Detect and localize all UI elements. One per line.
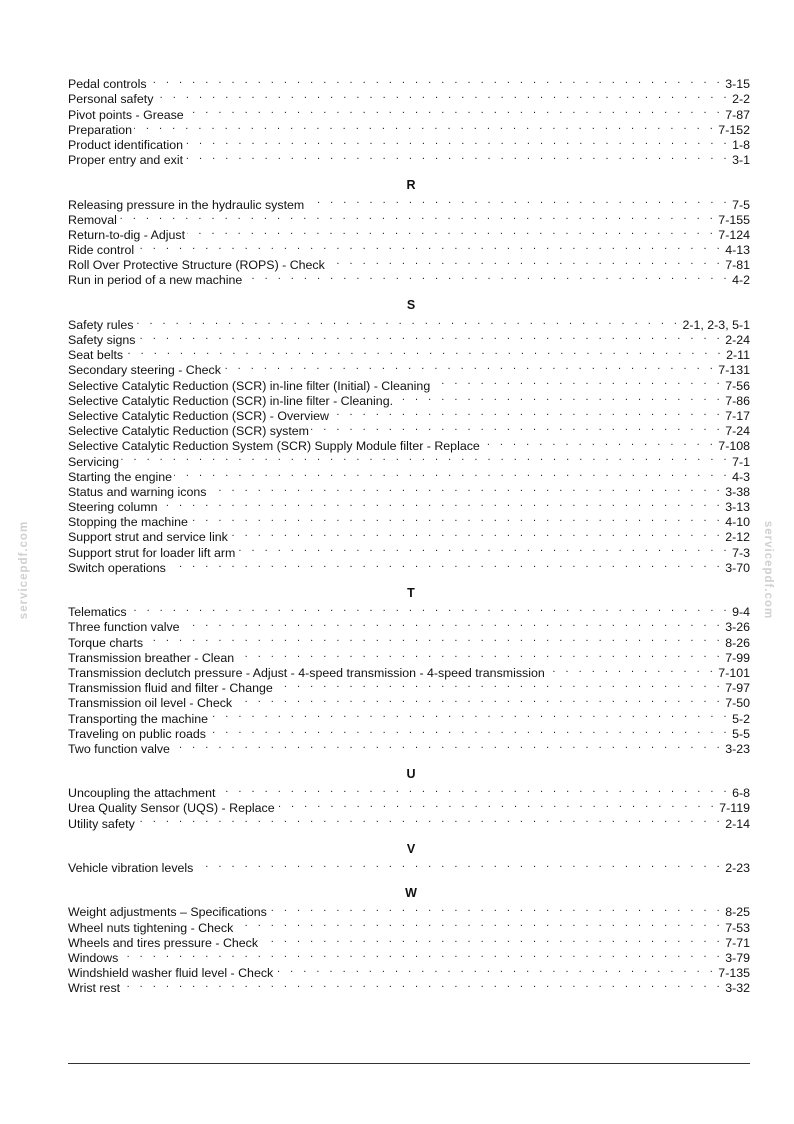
index-entry-label: Urea Quality Sensor (UQS) - Replace: [68, 801, 275, 816]
index-entry-label: Wrist rest: [68, 981, 121, 996]
index-entry[interactable]: [68, 901, 750, 920]
index-entry-page: 7-135: [718, 966, 750, 981]
index-entry[interactable]: [68, 239, 750, 258]
index-entry-label: Transmission declutch pressure - Adjust - 4-speed transmission - 4-speed transmission: [68, 665, 545, 680]
dot-leader: [208, 723, 730, 738]
dot-leader: [160, 496, 724, 511]
index-entry-label: Telematics: [68, 605, 127, 620]
index-entry-page: 7-1: [732, 454, 750, 469]
dot-leader: [138, 329, 724, 344]
index-entry[interactable]: [68, 344, 750, 363]
index-entry-page: 5-5: [732, 726, 750, 741]
index-entry-label: Servicing: [68, 454, 119, 469]
section-letter-heading: R: [406, 178, 416, 193]
dot-leader: [260, 932, 723, 947]
index-entry[interactable]: [68, 557, 750, 575]
index-entry-page: 2-2: [732, 92, 750, 107]
index-section-v: [68, 841, 750, 875]
index-entry-label: Run in period of a new machine: [68, 273, 243, 288]
index-entry-label: Pedal controls: [68, 77, 147, 92]
index-entry-label: Windshield washer fluid level - Check: [68, 966, 274, 981]
dot-leader: [129, 601, 731, 616]
index-entry-label: Status and warning icons: [68, 484, 207, 499]
index-entry-label: Transmission breather - Clean: [68, 650, 235, 665]
dot-leader: [182, 616, 724, 631]
index-entry-page: 3-13: [725, 500, 750, 515]
dot-leader: [275, 962, 716, 977]
dot-leader: [244, 269, 730, 284]
index-entry-page: 3-79: [725, 950, 750, 965]
index-entry-page: 7-71: [725, 935, 750, 950]
index-entry-page: 7-155: [718, 212, 750, 227]
index-entry-page: 3-32: [725, 981, 750, 996]
index-entry-page: 2-23: [725, 861, 750, 875]
dot-leader: [235, 916, 723, 931]
index-entry-page: 7-131: [718, 363, 750, 378]
dot-leader: [395, 390, 723, 405]
index-entry[interactable]: [68, 314, 750, 332]
index-entry-page: 5-2: [732, 711, 750, 726]
index-entry-label: Product identification: [68, 137, 184, 152]
index-entry[interactable]: [68, 103, 750, 122]
index-entry-label: Two function valve: [68, 741, 170, 756]
index-entry-label: Torque charts: [68, 635, 144, 650]
dot-leader: [208, 481, 723, 496]
index-entry-page: 7-50: [725, 696, 750, 711]
index-entry-page: 7-5: [732, 197, 750, 212]
index-entry[interactable]: [68, 73, 750, 92]
index-entry-label: Stopping the machine: [68, 515, 188, 530]
index-entry-label: Selective Catalytic Reduction System (SCR) Supply Module filter - Replace: [68, 439, 480, 454]
index-list: [68, 73, 750, 996]
index-entry-label: Safety rules: [68, 317, 134, 332]
index-entry-label: Safety signs: [68, 333, 136, 347]
dot-leader: [327, 254, 723, 269]
index-entry-label: Steering column: [68, 500, 158, 515]
dot-leader: [306, 193, 730, 208]
index-entry-label: Return-to-dig - Adjust: [68, 227, 186, 242]
index-entry-label: Secondary steering - Check: [68, 363, 221, 378]
index-entry[interactable]: [68, 947, 750, 965]
section-letter-heading: V: [406, 841, 416, 856]
index-entry-page: 3-1: [732, 153, 750, 168]
index-entry-label: Uncoupling the attachment: [68, 786, 216, 801]
dot-leader: [331, 405, 723, 420]
index-section-u: [68, 766, 750, 831]
index-entry-label: Selective Catalytic Reduction (SCR) - Overview: [68, 408, 329, 423]
index-entry-page: 9-4: [732, 605, 750, 620]
index-entry-label: Selective Catalytic Reduction (SCR) system: [68, 424, 310, 439]
index-entry-page: 4-3: [732, 469, 750, 484]
dot-leader: [185, 149, 730, 164]
index-entry-page: 7-56: [725, 378, 750, 393]
index-entry-page: 4-2: [732, 273, 750, 288]
index-entry-label: Personal safety: [68, 92, 154, 107]
dot-leader: [269, 901, 723, 916]
dot-leader: [277, 797, 718, 812]
index-entry[interactable]: [68, 466, 750, 484]
dot-leader: [186, 103, 723, 118]
index-entry-label: Starting the engine: [68, 469, 173, 484]
dot-leader: [275, 677, 723, 692]
dot-leader: [137, 812, 723, 827]
dot-leader: [135, 314, 680, 329]
index-entry[interactable]: [68, 857, 750, 875]
index-entry-page: 4-13: [725, 243, 750, 258]
dot-leader: [172, 738, 723, 753]
index-entry-page: 2-14: [725, 816, 750, 831]
index-entry-label: Roll Over Protective Structure (ROPS) - Check: [68, 258, 325, 273]
dot-leader: [195, 857, 723, 872]
index-entry[interactable]: [68, 782, 750, 801]
index-entry-page: 7-99: [725, 650, 750, 665]
index-entry[interactable]: [68, 193, 750, 212]
section-letter-heading: U: [406, 766, 416, 781]
dot-leader: [311, 420, 723, 435]
index-entry[interactable]: [68, 812, 750, 831]
index-entry-page: 7-17: [725, 408, 750, 423]
index-entry-page: 3-38: [725, 484, 750, 499]
index-section-continued: [68, 73, 750, 168]
index-entry-page: 3-70: [725, 560, 750, 575]
index-entry[interactable]: [68, 616, 750, 635]
index-entry[interactable]: [68, 962, 750, 981]
dot-leader: [185, 134, 730, 149]
index-entry-page: 8-26: [725, 635, 750, 650]
index-entry[interactable]: [68, 631, 750, 650]
index-entry-label: Wheel nuts tightening - Check: [68, 920, 234, 935]
index-entry-page: 7-81: [725, 258, 750, 273]
index-section-s: [68, 298, 750, 575]
index-entry-page: 7-87: [725, 107, 750, 122]
dot-leader: [149, 73, 724, 88]
index-entry-page: 2-24: [725, 333, 750, 347]
index-entry-page: 7-3: [732, 545, 750, 560]
index-entry-page: 7-24: [725, 424, 750, 439]
index-entry-page: 7-124: [718, 227, 750, 242]
dot-leader: [217, 782, 730, 797]
index-section-r: [68, 178, 750, 288]
index-entry-page: 7-108: [718, 439, 750, 454]
index-entry-page: 7-86: [725, 393, 750, 408]
index-entry-page: 8-25: [725, 905, 750, 920]
watermark-left: servicepdf.com: [18, 520, 30, 620]
index-entry-label: Transporting the machine: [68, 711, 209, 726]
dot-leader: [134, 119, 716, 134]
section-letter-heading: S: [406, 298, 416, 313]
dot-leader: [121, 450, 730, 465]
index-entry-label: Selective Catalytic Reduction (SCR) in-line filter (Initial) - Cleaning: [68, 378, 431, 393]
index-entry[interactable]: [68, 329, 750, 347]
dot-leader: [237, 541, 730, 556]
dot-leader: [122, 977, 723, 992]
index-entry-label: Transmission oil level - Check: [68, 696, 233, 711]
index-entry-label: Pivot points - Grease: [68, 107, 184, 122]
dot-leader: [223, 359, 716, 374]
section-letter-heading: W: [405, 886, 417, 900]
index-entry[interactable]: [68, 511, 750, 530]
index-entry-page: 3-23: [725, 741, 750, 756]
footer-rule: [68, 1063, 750, 1064]
index-entry[interactable]: [68, 496, 750, 515]
dot-leader: [230, 526, 723, 541]
dot-leader: [174, 466, 730, 481]
index-entry[interactable]: [68, 119, 750, 137]
dot-leader: [125, 344, 724, 359]
index-entry[interactable]: [68, 134, 750, 152]
index-entry-label: Three function valve: [68, 620, 180, 635]
index-entry[interactable]: [68, 450, 750, 469]
dot-leader: [482, 435, 716, 450]
index-entry[interactable]: [68, 254, 750, 273]
index-entry[interactable]: [68, 359, 750, 378]
index-entry-page: 7-97: [725, 681, 750, 696]
dot-leader: [187, 224, 716, 239]
dot-leader: [119, 209, 716, 224]
index-entry-label: Selective Catalytic Reduction (SCR) in-line filter - Cleaning.: [68, 393, 394, 408]
index-entry-label: Seat belts: [68, 348, 124, 363]
index-entry[interactable]: [68, 977, 750, 996]
index-entry-page: 3-26: [725, 620, 750, 635]
index-entry-page: 2-11: [726, 348, 750, 363]
index-entry-label: Removal: [68, 212, 117, 227]
index-entry-page: 7-53: [725, 920, 750, 935]
index-entry-label: Switch operations: [68, 560, 166, 575]
index-entry-page: 2-1, 2-3, 5-1: [682, 317, 750, 332]
index-entry[interactable]: [68, 647, 750, 665]
dot-leader: [210, 707, 730, 722]
index-section-w: [68, 886, 750, 996]
index-entry-page: 7-119: [719, 801, 750, 816]
index-entry-label: Wheels and tires pressure - Check: [68, 935, 259, 950]
dot-leader: [236, 647, 723, 662]
dot-leader: [168, 557, 723, 572]
watermark-right: servicepdf.com: [762, 520, 774, 620]
index-entry[interactable]: [68, 601, 750, 620]
index-entry-page: 1-8: [732, 137, 750, 152]
dot-leader: [190, 511, 723, 526]
index-entry-label: Proper entry and exit: [68, 153, 184, 168]
index-entry-label: Utility safety: [68, 816, 135, 831]
index-entry-page: 6-8: [732, 786, 750, 801]
index-entry[interactable]: [68, 88, 750, 107]
dot-leader: [120, 947, 723, 962]
index-entry-label: Weight adjustments – Specifications: [68, 905, 267, 920]
index-entry[interactable]: [68, 209, 750, 227]
dot-leader: [136, 239, 723, 254]
index-entry-label: Preparation: [68, 122, 133, 137]
index-entry-label: Vehicle vibration levels: [68, 861, 194, 875]
index-entry-page: 7-152: [718, 122, 750, 137]
index-entry-page: 2-12: [725, 530, 750, 545]
index-section-t: [68, 585, 750, 756]
index-entry-label: Transmission fluid and filter - Change: [68, 681, 273, 696]
index-entry[interactable]: [68, 224, 750, 242]
index-entry-label: Support strut and service link: [68, 530, 228, 545]
index-entry-label: Ride control: [68, 243, 135, 258]
dot-leader: [155, 88, 730, 103]
index-entry-page: 3-15: [725, 77, 750, 92]
index-entry-label: Windows: [68, 950, 119, 965]
section-letter-heading: T: [407, 585, 415, 600]
index-entry-label: Releasing pressure in the hydraulic system: [68, 197, 305, 212]
dot-leader: [145, 631, 723, 646]
dot-leader: [547, 662, 717, 677]
index-entry-page: 4-10: [725, 515, 750, 530]
dot-leader: [432, 374, 723, 389]
dot-leader: [234, 692, 723, 707]
index-entry-page: 7-101: [718, 665, 750, 680]
index-entry-label: Support strut for loader lift arm: [68, 545, 236, 560]
index-entry-label: Traveling on public roads: [68, 726, 206, 741]
